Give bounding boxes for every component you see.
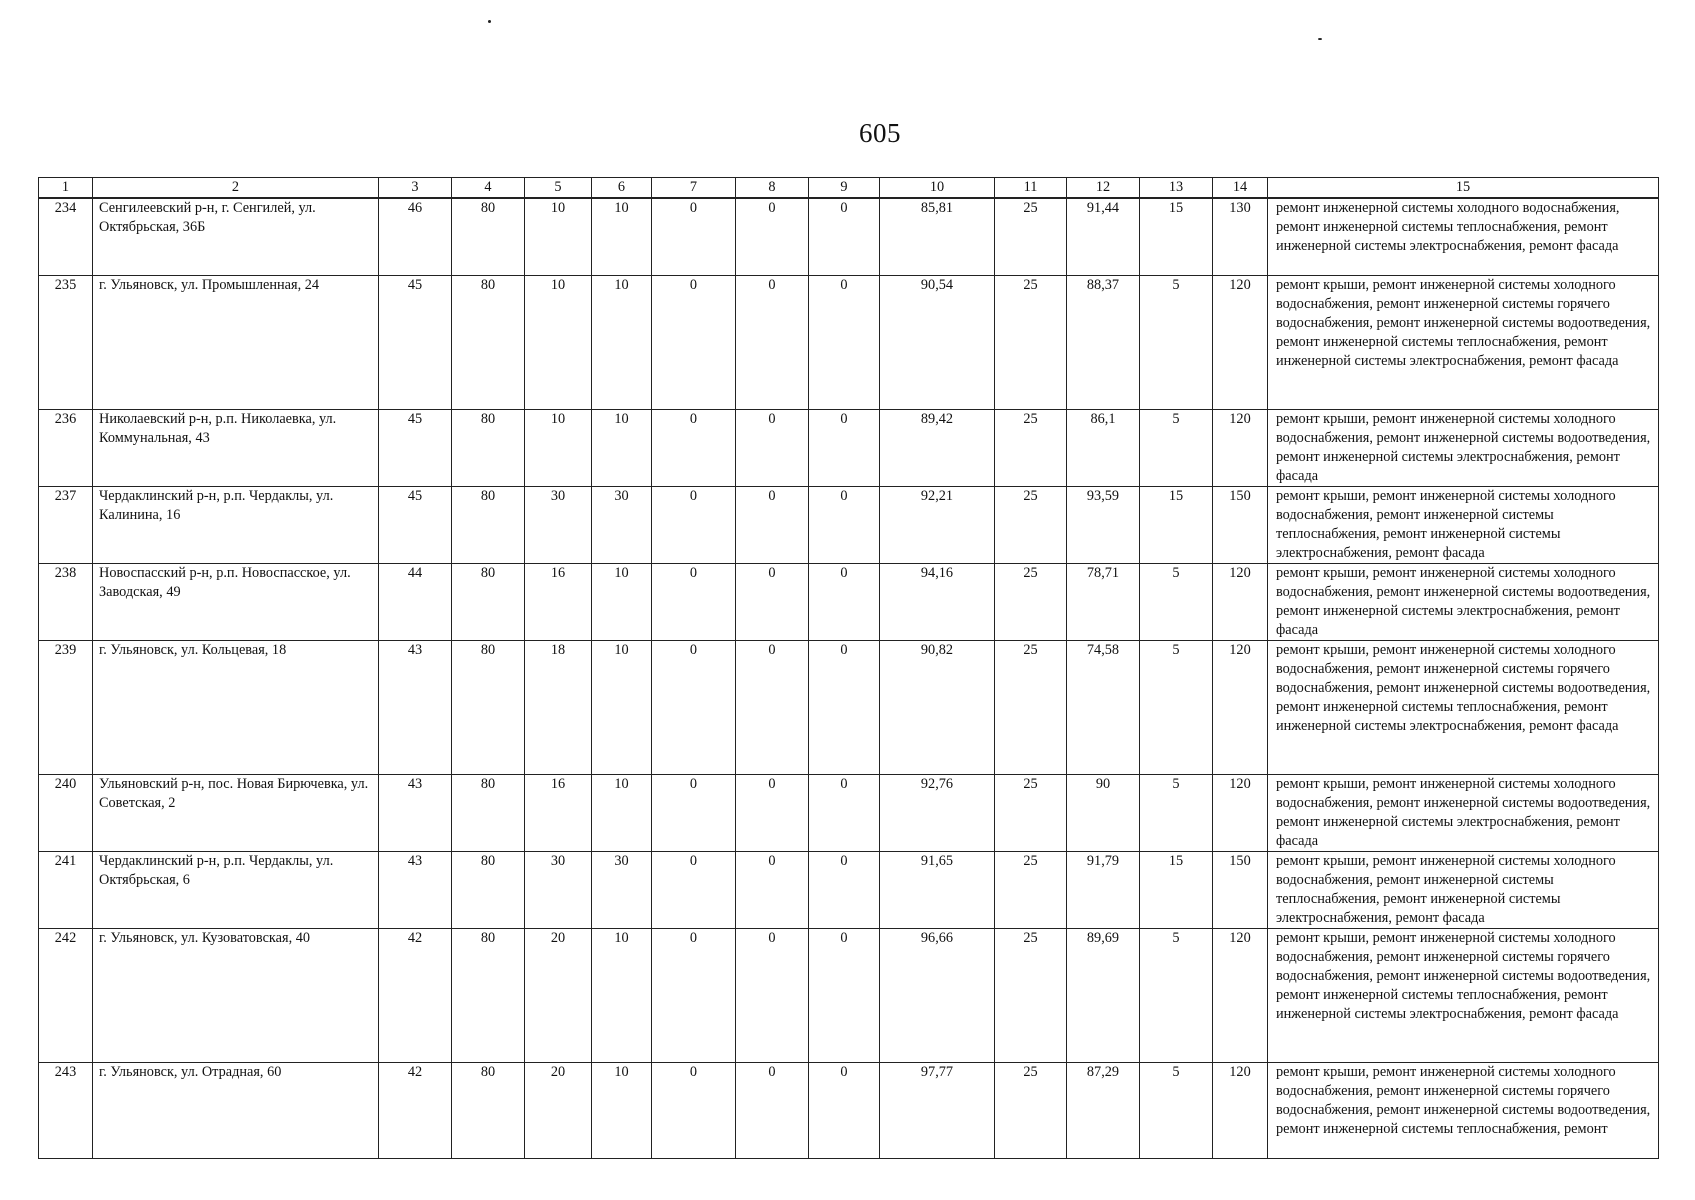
column-header: 14	[1213, 178, 1268, 199]
col-7-value: 0	[652, 198, 736, 275]
column-header: 11	[995, 178, 1067, 199]
col-8-value: 0	[736, 928, 809, 1062]
col-8-value: 0	[736, 409, 809, 486]
col-6-value: 10	[592, 198, 652, 275]
row-number: 234	[39, 198, 93, 275]
col-12-value: 91,79	[1067, 851, 1140, 928]
table-row	[39, 928, 1659, 1062]
repair-works: ремонт инженерной системы холодного водоснабжения, ремонт инженерной системы теплоснабжения, ремонт инженерной системы электроснабжения, ремонт фасада	[1268, 198, 1659, 275]
column-header: 12	[1067, 178, 1140, 199]
col-11-value: 25	[995, 851, 1067, 928]
col-3-value: 42	[379, 928, 452, 1062]
col-8-value: 0	[736, 1062, 809, 1158]
repair-works: ремонт крыши, ремонт инженерной системы холодного водоснабжения, ремонт инженерной системы горячего водоснабжения, ремонт инженерной системы водоотведения, ремонт инженерной системы теплоснабжения, ремонт инженерной системы электроснабжения, ремонт фасада	[1268, 640, 1659, 774]
col-4-value: 80	[452, 275, 525, 409]
col-9-value: 0	[809, 563, 880, 640]
scan-speck	[488, 20, 491, 23]
col-9-value: 0	[809, 409, 880, 486]
col-13-value: 15	[1140, 486, 1213, 563]
col-5-value: 20	[525, 1062, 592, 1158]
col-13-value: 15	[1140, 851, 1213, 928]
table-row	[39, 563, 1659, 640]
col-12-value: 86,1	[1067, 409, 1140, 486]
col-13-value: 5	[1140, 1062, 1213, 1158]
col-12-value: 74,58	[1067, 640, 1140, 774]
col-11-value: 25	[995, 486, 1067, 563]
address: г. Ульяновск, ул. Отрадная, 60	[93, 1062, 379, 1158]
column-header: 3	[379, 178, 452, 199]
col-4-value: 80	[452, 1062, 525, 1158]
address: Николаевский р-н, р.п. Николаевка, ул. Коммунальная, 43	[93, 409, 379, 486]
col-7-value: 0	[652, 774, 736, 851]
column-header: 7	[652, 178, 736, 199]
col-6-value: 10	[592, 774, 652, 851]
address: г. Ульяновск, ул. Промышленная, 24	[93, 275, 379, 409]
col-10-value: 90,82	[880, 640, 995, 774]
col-14-value: 120	[1213, 275, 1268, 409]
col-14-value: 120	[1213, 563, 1268, 640]
col-4-value: 80	[452, 486, 525, 563]
table-row	[39, 486, 1659, 563]
row-number: 242	[39, 928, 93, 1062]
col-6-value: 10	[592, 409, 652, 486]
col-11-value: 25	[995, 275, 1067, 409]
column-header: 9	[809, 178, 880, 199]
col-8-value: 0	[736, 198, 809, 275]
column-header: 1	[39, 178, 93, 199]
col-12-value: 88,37	[1067, 275, 1140, 409]
col-12-value: 91,44	[1067, 198, 1140, 275]
repair-works: ремонт крыши, ремонт инженерной системы холодного водоснабжения, ремонт инженерной системы теплоснабжения, ремонт инженерной системы электроснабжения, ремонт фасада	[1268, 851, 1659, 928]
col-10-value: 92,21	[880, 486, 995, 563]
table-row	[39, 640, 1659, 774]
row-number: 241	[39, 851, 93, 928]
address: Чердаклинский р-н, р.п. Чердаклы, ул. Калинина, 16	[93, 486, 379, 563]
col-12-value: 87,29	[1067, 1062, 1140, 1158]
col-9-value: 0	[809, 275, 880, 409]
column-header: 6	[592, 178, 652, 199]
row-number: 236	[39, 409, 93, 486]
col-6-value: 10	[592, 928, 652, 1062]
col-6-value: 10	[592, 640, 652, 774]
col-7-value: 0	[652, 851, 736, 928]
col-14-value: 150	[1213, 486, 1268, 563]
table-row	[39, 409, 1659, 486]
col-8-value: 0	[736, 851, 809, 928]
col-3-value: 46	[379, 198, 452, 275]
row-number: 239	[39, 640, 93, 774]
col-10-value: 96,66	[880, 928, 995, 1062]
col-9-value: 0	[809, 198, 880, 275]
address: г. Ульяновск, ул. Кузоватовская, 40	[93, 928, 379, 1062]
col-12-value: 90	[1067, 774, 1140, 851]
table-row	[39, 198, 1659, 275]
col-7-value: 0	[652, 486, 736, 563]
col-14-value: 120	[1213, 928, 1268, 1062]
page-number: 605	[859, 118, 901, 148]
col-12-value: 93,59	[1067, 486, 1140, 563]
row-number: 235	[39, 275, 93, 409]
col-8-value: 0	[736, 640, 809, 774]
repair-works: ремонт крыши, ремонт инженерной системы холодного водоснабжения, ремонт инженерной системы водоотведения, ремонт инженерной системы электроснабжения, ремонт фасада	[1268, 774, 1659, 851]
col-13-value: 5	[1140, 774, 1213, 851]
col-10-value: 92,76	[880, 774, 995, 851]
col-4-value: 80	[452, 928, 525, 1062]
col-14-value: 130	[1213, 198, 1268, 275]
col-3-value: 43	[379, 640, 452, 774]
col-13-value: 5	[1140, 409, 1213, 486]
table-row	[39, 774, 1659, 851]
col-10-value: 91,65	[880, 851, 995, 928]
col-6-value: 10	[592, 1062, 652, 1158]
repair-works: ремонт крыши, ремонт инженерной системы холодного водоснабжения, ремонт инженерной системы горячего водоснабжения, ремонт инженерной системы водоотведения, ремонт инженерной системы теплоснабжения, ремонт	[1268, 1062, 1659, 1158]
table-row	[39, 1062, 1659, 1158]
col-8-value: 0	[736, 563, 809, 640]
col-4-value: 80	[452, 198, 525, 275]
address: Новоспасский р-н, р.п. Новоспасское, ул. Заводская, 49	[93, 563, 379, 640]
col-5-value: 10	[525, 275, 592, 409]
col-10-value: 94,16	[880, 563, 995, 640]
col-6-value: 10	[592, 275, 652, 409]
col-11-value: 25	[995, 774, 1067, 851]
col-9-value: 0	[809, 774, 880, 851]
col-10-value: 90,54	[880, 275, 995, 409]
col-6-value: 10	[592, 563, 652, 640]
col-11-value: 25	[995, 640, 1067, 774]
row-number: 240	[39, 774, 93, 851]
repair-works: ремонт крыши, ремонт инженерной системы холодного водоснабжения, ремонт инженерной системы горячего водоснабжения, ремонт инженерной системы водоотведения, ремонт инженерной системы теплоснабжения, ремонт инженерной системы электроснабжения, ремонт фасада	[1268, 275, 1659, 409]
col-11-value: 25	[995, 198, 1067, 275]
col-7-value: 0	[652, 928, 736, 1062]
col-12-value: 89,69	[1067, 928, 1140, 1062]
col-14-value: 120	[1213, 409, 1268, 486]
col-7-value: 0	[652, 563, 736, 640]
col-9-value: 0	[809, 851, 880, 928]
col-4-value: 80	[452, 409, 525, 486]
col-13-value: 5	[1140, 640, 1213, 774]
column-header: 5	[525, 178, 592, 199]
row-number: 237	[39, 486, 93, 563]
col-4-value: 80	[452, 851, 525, 928]
repair-works: ремонт крыши, ремонт инженерной системы холодного водоснабжения, ремонт инженерной системы теплоснабжения, ремонт инженерной системы электроснабжения, ремонт фасада	[1268, 486, 1659, 563]
col-5-value: 16	[525, 563, 592, 640]
table-row	[39, 275, 1659, 409]
col-5-value: 30	[525, 851, 592, 928]
column-header: 10	[880, 178, 995, 199]
column-header: 4	[452, 178, 525, 199]
col-11-value: 25	[995, 1062, 1067, 1158]
repair-table	[38, 177, 1659, 1159]
col-7-value: 0	[652, 640, 736, 774]
col-3-value: 45	[379, 409, 452, 486]
col-14-value: 150	[1213, 851, 1268, 928]
col-10-value: 85,81	[880, 198, 995, 275]
col-3-value: 42	[379, 1062, 452, 1158]
col-4-value: 80	[452, 774, 525, 851]
col-5-value: 18	[525, 640, 592, 774]
header-row	[39, 178, 1659, 199]
col-5-value: 16	[525, 774, 592, 851]
col-3-value: 45	[379, 486, 452, 563]
col-8-value: 0	[736, 275, 809, 409]
row-number: 238	[39, 563, 93, 640]
col-12-value: 78,71	[1067, 563, 1140, 640]
col-9-value: 0	[809, 928, 880, 1062]
col-3-value: 43	[379, 774, 452, 851]
column-header: 13	[1140, 178, 1213, 199]
scan-speck	[1318, 38, 1322, 40]
repair-table-container	[38, 177, 1658, 1159]
col-3-value: 44	[379, 563, 452, 640]
col-5-value: 20	[525, 928, 592, 1062]
table-row	[39, 851, 1659, 928]
col-13-value: 5	[1140, 928, 1213, 1062]
repair-works: ремонт крыши, ремонт инженерной системы холодного водоснабжения, ремонт инженерной системы водоотведения, ремонт инженерной системы электроснабжения, ремонт фасада	[1268, 409, 1659, 486]
col-3-value: 45	[379, 275, 452, 409]
address: Сенгилеевский р-н, г. Сенгилей, ул. Октябрьская, 36Б	[93, 198, 379, 275]
col-11-value: 25	[995, 409, 1067, 486]
repair-works: ремонт крыши, ремонт инженерной системы холодного водоснабжения, ремонт инженерной системы водоотведения, ремонт инженерной системы электроснабжения, ремонт фасада	[1268, 563, 1659, 640]
col-5-value: 30	[525, 486, 592, 563]
column-header: 2	[93, 178, 379, 199]
column-header: 15	[1268, 178, 1659, 199]
col-7-value: 0	[652, 409, 736, 486]
table-body	[39, 198, 1659, 1158]
col-6-value: 30	[592, 851, 652, 928]
col-6-value: 30	[592, 486, 652, 563]
col-9-value: 0	[809, 1062, 880, 1158]
col-4-value: 80	[452, 640, 525, 774]
col-8-value: 0	[736, 774, 809, 851]
address: г. Ульяновск, ул. Кольцевая, 18	[93, 640, 379, 774]
col-13-value: 5	[1140, 275, 1213, 409]
col-14-value: 120	[1213, 1062, 1268, 1158]
col-14-value: 120	[1213, 774, 1268, 851]
col-7-value: 0	[652, 275, 736, 409]
col-13-value: 5	[1140, 563, 1213, 640]
column-header: 8	[736, 178, 809, 199]
col-11-value: 25	[995, 563, 1067, 640]
address: Ульяновский р-н, пос. Новая Бирючевка, ул. Советская, 2	[93, 774, 379, 851]
address: Чердаклинский р-н, р.п. Чердаклы, ул. Октябрьская, 6	[93, 851, 379, 928]
col-10-value: 89,42	[880, 409, 995, 486]
col-3-value: 43	[379, 851, 452, 928]
col-8-value: 0	[736, 486, 809, 563]
col-14-value: 120	[1213, 640, 1268, 774]
col-9-value: 0	[809, 640, 880, 774]
repair-works: ремонт крыши, ремонт инженерной системы холодного водоснабжения, ремонт инженерной системы горячего водоснабжения, ремонт инженерной системы водоотведения, ремонт инженерной системы теплоснабжения, ремонт инженерной системы электроснабжения, ремонт фасада	[1268, 928, 1659, 1062]
col-7-value: 0	[652, 1062, 736, 1158]
col-10-value: 97,77	[880, 1062, 995, 1158]
row-number: 243	[39, 1062, 93, 1158]
col-5-value: 10	[525, 409, 592, 486]
col-9-value: 0	[809, 486, 880, 563]
col-11-value: 25	[995, 928, 1067, 1062]
col-5-value: 10	[525, 198, 592, 275]
col-4-value: 80	[452, 563, 525, 640]
col-13-value: 15	[1140, 198, 1213, 275]
